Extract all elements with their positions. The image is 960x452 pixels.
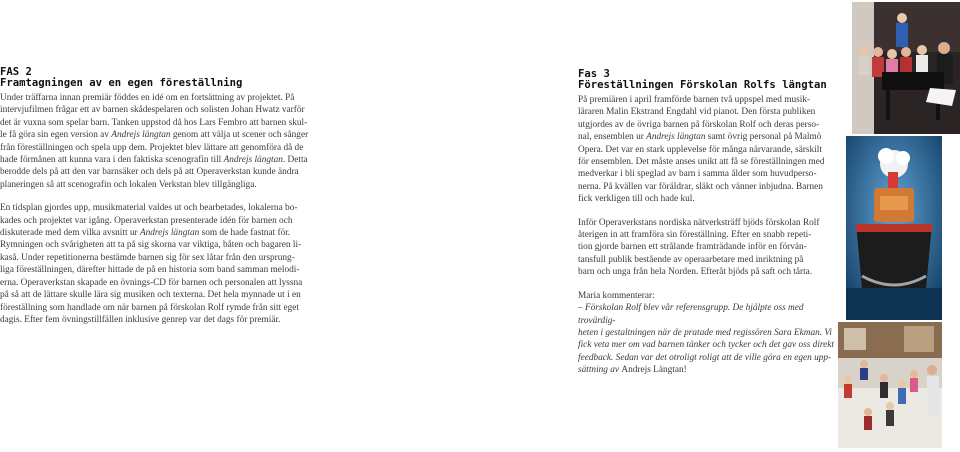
photo-children-on-stage — [838, 322, 942, 448]
text-line: Under träffarna innan premiär föddes en idé om en fortsättning av projektet. På — [0, 93, 295, 103]
phase-label: FAS 2 — [0, 66, 32, 78]
text-line: återigen in att framföra sin föreställning. Efter en snabb repeti- — [578, 230, 812, 241]
text-line: erna. Operaverkstan skapade en övnings-CD för barnen och personalen att lyssna — [0, 277, 303, 288]
section-heading: Framtagningen av en egen föreställning — [0, 77, 243, 89]
text-line: berodde dels på att den var barnsäker och dels på att Operaverkstan kunde ändra — [0, 167, 299, 178]
text-line: föreställning som handlade om när barnen på förskolan Rolf rymde från sitt eget — [0, 302, 299, 313]
italic-text: Andrejs längtan — [111, 130, 171, 141]
text-line: för ensemblen. Det måste anses unikt att få se föreställningen med — [578, 157, 825, 168]
text-line: samt övrig personal på Malmö — [705, 132, 822, 143]
text-line: liga föreställningen, därefter hittade de på en historia som band samman melodi- — [0, 265, 300, 276]
photo-children-at-piano — [852, 2, 960, 134]
italic-text: Andrejs längtan — [646, 132, 706, 143]
italic-text: sättning av — [578, 365, 622, 376]
text-line: hade förmånen att kunna vara i den faktiska scenografin till — [0, 155, 224, 166]
text-line: Andrejs Längtan! — [621, 365, 687, 376]
text-line: Opera. Det var en stark upplevelse för många närvarande, särskilt — [578, 144, 822, 155]
text-line: medverkar i bli speglad av barn i samma ålder som huvudperso- — [578, 169, 817, 180]
section-heading: Föreställningen Förskolan Rolfs längtan — [578, 79, 827, 91]
text-line: planeringen så att scenografin och lokalen Verkstan blev tillgängliga. — [0, 179, 257, 190]
text-line: Maria kommenterar: — [578, 290, 655, 301]
text-line: Inför Operaverkstans nordiska nätverksträff bjöds förskolan Rolf — [578, 217, 820, 228]
text-line: barn och unga från hela Norden. Efteråt bjöds på saft och tårta. — [578, 267, 813, 278]
text-line: diskuterade med dem vilka avsnitt ur — [0, 228, 140, 239]
text-line: En tidsplan gjordes upp, musikmaterial valdes ut och bearbetades, lokalerna bo- — [0, 203, 298, 214]
text-line: kades och projektet var igång. Operaverkstan presenterade idén för barnen och — [0, 215, 293, 226]
text-line: utgjordes av de övriga barnen på förskolan Rolf och deras perso- — [578, 119, 820, 130]
paragraph — [578, 217, 840, 279]
right-column — [578, 69, 840, 377]
text-line: nal, ensemblen ur — [578, 132, 647, 143]
text-line: fick verkligen till och hade kul. — [578, 194, 695, 205]
italic-text: Andrejs längtan — [139, 228, 200, 239]
phase-label: Fas 3 — [578, 68, 610, 80]
left-column — [0, 67, 318, 326]
text-line: . Detta — [282, 155, 308, 166]
text-line: tion gjorde barnen ett strålande framträdande inför en förvän- — [578, 242, 807, 253]
italic-text: heten i gestaltningen när de pratade med regissören Sara Ekman. Vi — [578, 327, 832, 338]
text-line: genom att välja ut scener och sånger — [170, 130, 309, 141]
italic-text: – Förskolan Rolf blev vår referensgrupp. De hjälpte oss med trovärdig- — [578, 303, 804, 326]
text-line: Rymningen och svårigheten att ta på sig skorna var viktiga, båten och bagaren li- — [0, 240, 302, 251]
text-line: På premiären i april framförde barnen två uppspel med musik- — [578, 95, 811, 105]
text-line: från föreställningen och spela upp dem. Projektet blev lättare att genomföra då de — [0, 142, 304, 153]
text-line: dagis. Efter fem övningstillfällen inklusive genrep var det dags för premiär. — [0, 314, 281, 325]
text-line: det är vuxna som spelar barn. Tanken uppstod då hos Lars Fembro att barnen skul- — [0, 117, 308, 128]
italic-text: fick veta mer om vad barnen tänker och tycker och det gav oss direkt — [578, 340, 835, 351]
text-line: tansfull publik bestående av operaarbetare med inriktning på — [578, 254, 804, 265]
text-line: läraren Malin Ekstrand Engdahl vid pianot. Den första publiken — [578, 107, 816, 118]
quote-paragraph — [578, 290, 840, 377]
paragraph — [578, 94, 840, 206]
text-line: nerna. På kvällen var föräldrar, släkt och vänner inbjudna. Barnen — [578, 181, 823, 192]
text-line: som de hade fastnat för. — [199, 228, 291, 239]
text-line: kaså. Under repetitionerna bestämde barnen sig för sex låtar från den ursprung- — [0, 252, 295, 263]
text-line: intervjufilmen frågar ett av barnen skådespelaren och solisten Johan Hwatz varför — [0, 105, 305, 116]
paragraph — [0, 202, 318, 326]
paragraph — [0, 92, 318, 191]
text-line: på så att de lättare skulle lära sig musiken och texterna. Det hela mynnade ut i en — [0, 290, 301, 301]
text-line: le få göra sin egen version av — [0, 130, 112, 141]
italic-text: Andrejs längtan — [223, 155, 283, 166]
italic-text: feedback. Sedan var det otroligt roligt att de ville göra en egen upp- — [578, 352, 832, 363]
photo-stage-boat — [846, 136, 942, 320]
